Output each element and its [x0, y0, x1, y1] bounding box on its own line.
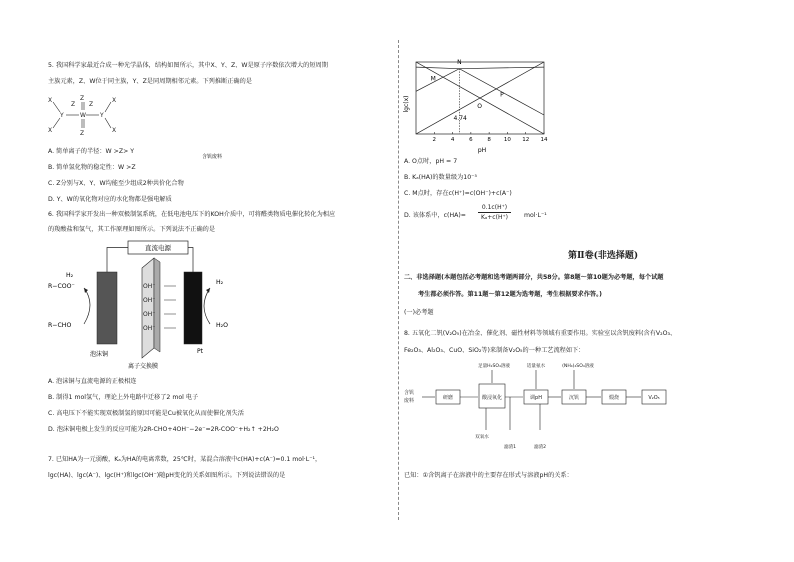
- flow-top-label-ammonia: 适量氨水: [526, 364, 546, 369]
- struct-z2: Z: [80, 130, 85, 137]
- oh-label-1: OH⁻: [143, 283, 156, 290]
- foam-copper-electrode: [97, 272, 117, 344]
- q5-structure-diagram: [44, 94, 124, 136]
- left-h2-label: H₂: [66, 272, 74, 279]
- section2-intro-line2: 考生都必须作答。第11题～第12题为选考题，考生根据要求作答。): [418, 291, 603, 298]
- q6-stem-line2: 的羧酸盐和氢气，其工作原理如图所示。下列说法不正确的是: [48, 226, 216, 233]
- struct-z1: Z: [80, 95, 85, 102]
- foam-copper-label: 泡沫铜: [90, 351, 109, 358]
- flow-bottom-label-peroxide: 双氧水: [475, 435, 489, 440]
- struct-x2: X: [112, 97, 117, 104]
- struct-x4: X: [112, 127, 117, 134]
- q8-stem-line1: 8. 五氧化二钒(V₂O₅)在冶金、催化剂、磁性材料等领域有重要作用。实验室以含钒废料(含有V₂O₃、: [404, 330, 677, 337]
- q7-option-d-fraction: [478, 203, 511, 222]
- q5-stem-line1: 5. 我国科学家最近合成一种光学晶体，结构如图所示，其中X、Y、Z、W是原子序数依次增大的短周期: [48, 62, 328, 69]
- q5-option-d: D. Y、W的氧化物对应的水化物都是强电解质: [48, 196, 172, 203]
- membrane-label: 离子交换膜: [128, 363, 159, 370]
- flow-start: 含钒废料: [202, 154, 223, 160]
- oh-label-3: OH⁻: [143, 311, 156, 318]
- struct-z4: Z: [89, 101, 94, 108]
- electrolysis-diagram: [44, 238, 254, 370]
- oh-label-4: OH⁻: [143, 325, 156, 332]
- point-n-label: N: [457, 59, 462, 67]
- flow-bottom-label-residue1: 滤渣1: [503, 445, 517, 450]
- q5-stem-line2: 主族元素，Z、W位于同主族，Y、Z是同周期相邻元素。下列推断正确的是: [48, 78, 252, 85]
- q5-option-b: B. 简单氢化物的稳定性：W >Z: [48, 164, 136, 171]
- x-tick-label: 8: [487, 137, 491, 143]
- flow-top-label-acid: 足量H₂SO₄溶液: [477, 364, 511, 369]
- q6-option-b: B. 制得1 mol氢气，理论上外电路中迁移了2 mol 电子: [48, 394, 199, 401]
- oh-label-2: OH⁻: [143, 297, 156, 304]
- flow-start-label-1: 含钒: [404, 390, 415, 396]
- section2-title: 第Ⅱ卷(非选择题): [568, 251, 639, 261]
- ion-exchange-membrane: [142, 258, 154, 358]
- chart-ylabel: lgc(x): [403, 95, 410, 113]
- rcoo-label: R−COO⁻: [48, 283, 75, 290]
- x-tick-label: 4: [450, 137, 455, 143]
- q5-option-c: C. Z分别与X、Y、W均能至少组成2种共价化合物: [48, 180, 184, 187]
- flow-step-leach: 酸浸氧化: [481, 395, 503, 401]
- fraction-numerator: 0.1c(H⁺): [478, 203, 511, 213]
- q7-option-a: A. O点时，pH = 7: [404, 158, 458, 165]
- flow-bottom-label-residue2: 滤渣2: [533, 445, 547, 450]
- x-tick-label: 14: [540, 137, 548, 143]
- flow-start-label-2: 废料: [404, 398, 415, 404]
- q5-option-a: A. 简单离子的半径：W >Z> Y: [48, 148, 134, 155]
- right-h2-label: H₂: [216, 279, 224, 286]
- flow-step-grind: 研磨: [442, 395, 454, 401]
- pt-electrode: [184, 272, 202, 344]
- q7-option-c: C. M点时，存在c(H⁺)=c(OH⁻)+c(A⁻): [404, 190, 512, 197]
- struct-z3: Z: [71, 101, 76, 108]
- flow-step-precip: 沉钒: [568, 395, 580, 401]
- flow-step-product: V₂O₅: [648, 395, 660, 401]
- point-m-label: M: [430, 75, 436, 83]
- q8-known-condition: 已知：①含钒离子在溶液中的主要存在形式与溶液pH的关系：: [404, 472, 573, 479]
- q6-option-d: D. 泡沫铜电极上发生的反应可能为2R-CHO+4OH⁻−2e⁻=2R-COO⁻+H₂↑ +2H₂O: [48, 426, 279, 433]
- fraction-denominator: Kₐ+c(H⁺): [481, 214, 508, 221]
- q7-stem-line2: lgc(HA)、lgc(A⁻)、lgc(H⁺)和lgc(OH⁻)随pH变化的关系如图所示。下列说法错误的是: [48, 472, 286, 479]
- q7-option-b: B. Kₐ(HA)的数量级为10⁻⁵: [404, 174, 477, 181]
- x-tick-label: 2: [432, 137, 437, 143]
- column-divider: [398, 40, 399, 520]
- struct-x1: X: [48, 97, 53, 104]
- chart-xlabel: pH: [477, 147, 487, 154]
- lgc-ph-chart: [400, 56, 560, 154]
- x-tick-label: 10: [503, 137, 511, 143]
- q6-option-a: A. 泡沫铜与直流电源的正极相连: [48, 378, 137, 385]
- fraction-unit: mol·L⁻¹: [524, 212, 547, 219]
- flow-step-ph: 调pH: [530, 395, 542, 401]
- power-supply-label: 直流电源: [145, 244, 171, 252]
- h2o-label: H₂O: [216, 322, 229, 329]
- struct-x3: X: [48, 127, 53, 134]
- q7-option-d: D. 该体系中，c(HA)=: [404, 212, 466, 219]
- point-p-label: P: [500, 91, 504, 99]
- struct-y1: Y: [60, 112, 64, 119]
- flow-top-label-ammonium-sulfate: (NH₄)₂SO₄溶液: [562, 364, 594, 369]
- pka-value-label: 4.74: [453, 115, 467, 123]
- rcho-label: R−CHO: [48, 322, 72, 329]
- q6-stem-line1: 6. 我国科学家开发出一种双极制氢系统，在低电池电压下的KOH介质中，可将醛类物质电催化转化为相应: [48, 211, 336, 218]
- q7-stem-line1: 7. 已知HA为一元弱酸，Kₐ为HA的电离常数，25℃时，某混合溶液中c(HA)+c(A⁻)=0.1 mol·L⁻¹，: [48, 456, 322, 463]
- q6-option-c: C. 高电压下不能实现双极制氢的原因可能是Cu被氧化从而使催化剂失活: [48, 410, 244, 417]
- q8-stem-line2: Fe₂O₃、Al₂O₃、CuO、SiO₂等)来制备V₂O₅的一种工艺流程如下：: [404, 347, 585, 354]
- section2-subtitle: (一)必考题: [404, 309, 434, 316]
- flow-step-calcine: 煅烧: [608, 395, 620, 401]
- point-o-label: O: [477, 102, 482, 110]
- x-tick-label: 6: [469, 137, 473, 143]
- x-tick-label: 12: [522, 137, 530, 143]
- section2-intro-line1: 二、非选择题(本题包括必考题和选考题两部分，共58分。第8题～第10题为必考题，每个试题: [404, 274, 664, 281]
- struct-y2: Y: [100, 112, 104, 119]
- pt-label: Pt: [197, 348, 203, 355]
- struct-w: W: [80, 112, 86, 119]
